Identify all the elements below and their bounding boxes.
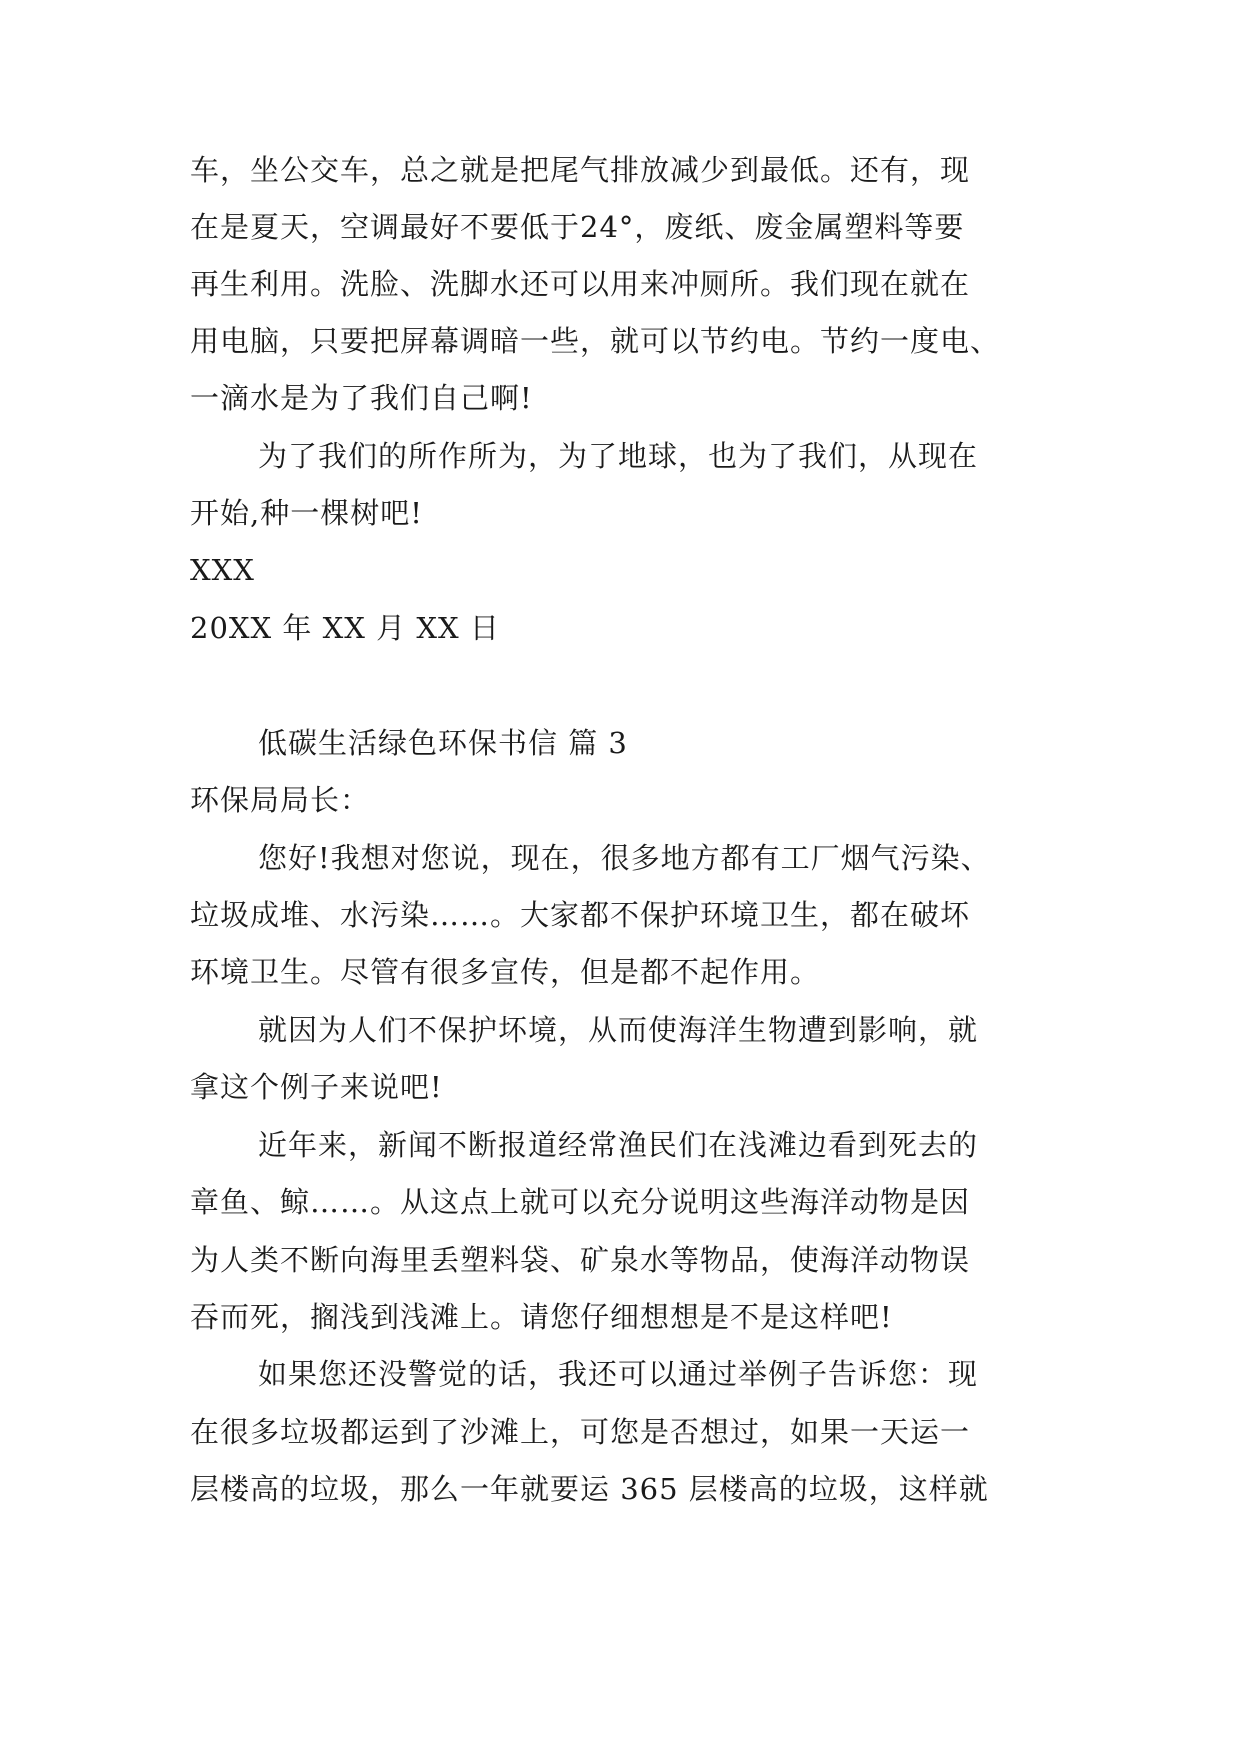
paragraph-line: 就因为人们不保护坏境，从而使海洋生物遭到影响，就 <box>258 1013 979 1047</box>
paragraph-line: 为了我们的所作所为，为了地球，也为了我们，从现在 <box>258 439 979 473</box>
paragraph-line: 为人类不断向海里丢塑料袋、矿泉水等物品，使海洋动物误 <box>190 1243 971 1277</box>
salutation: 环保局局长： <box>190 783 371 817</box>
paragraph-line: 层楼高的垃圾，那么一年就要运 365 层楼高的垃圾，这样就 <box>190 1472 989 1506</box>
signature-name: XXX <box>190 553 255 587</box>
paragraph-line: 在是夏天，空调最好不要低于24°，废纸、废金属塑料等要 <box>190 210 965 244</box>
paragraph-line: 如果您还没警觉的话，我还可以通过举例子告诉您：现 <box>258 1357 979 1391</box>
paragraph-line: 您好!我想对您说，现在，很多地方都有工厂烟气污染、 <box>258 841 991 875</box>
paragraph-line: 在很多垃圾都运到了沙滩上，可您是否想过，如果一天运一 <box>190 1415 971 1449</box>
paragraph-line: 近年来，新闻不断报道经常渔民们在浅滩边看到死去的 <box>258 1128 979 1162</box>
paragraph-line: 开始,种一棵树吧! <box>190 496 423 530</box>
paragraph-line: 环境卫生。尽管有很多宣传，但是都不起作用。 <box>190 955 821 989</box>
signature-date: 20XX 年 XX 月 XX 日 <box>190 611 500 645</box>
paragraph-line: 用电脑，只要把屏幕调暗一些，就可以节约电。节约一度电、 <box>190 324 1001 358</box>
section-heading: 低碳生活绿色环保书信 篇 3 <box>258 726 628 760</box>
paragraph-line: 吞而死，搁浅到浅滩上。请您仔细想想是不是这样吧! <box>190 1300 893 1334</box>
paragraph-line: 垃圾成堆、水污染……。大家都不保护环境卫生，都在破坏 <box>190 898 971 932</box>
paragraph-line: 章鱼、鲸……。从这点上就可以充分说明这些海洋动物是因 <box>190 1185 971 1219</box>
paragraph-line: 车，坐公交车，总之就是把尾气排放减少到最低。还有，现 <box>190 153 971 187</box>
paragraph-line: 一滴水是为了我们自己啊! <box>190 381 533 415</box>
paragraph-line: 拿这个例子来说吧! <box>190 1070 443 1104</box>
paragraph-line: 再生利用。洗脸、洗脚水还可以用来冲厕所。我们现在就在 <box>190 267 971 301</box>
